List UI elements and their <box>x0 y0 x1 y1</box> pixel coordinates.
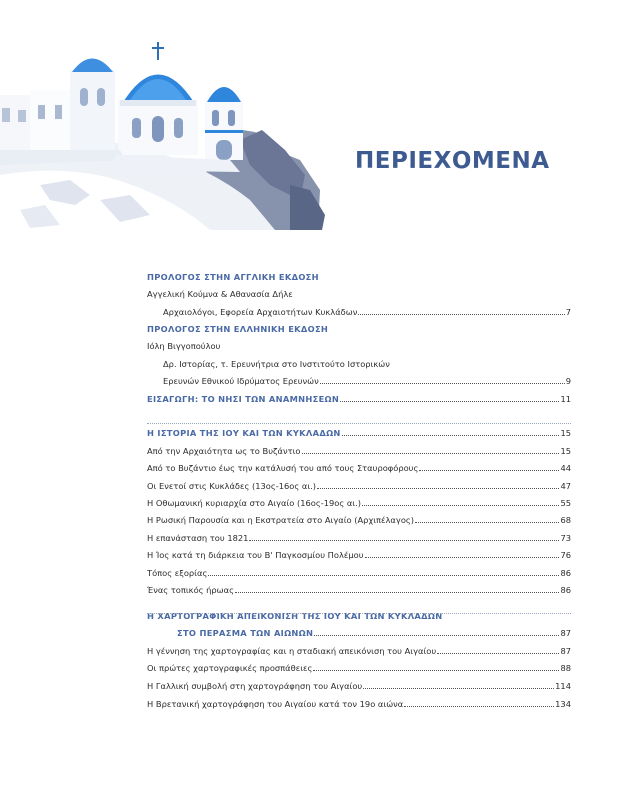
toc-entry-title: Αρχαιολόγοι, Εφορεία Αρχαιοτήτων Κυκλάδων <box>163 307 358 317</box>
toc-entry[interactable] <box>147 642 571 656</box>
toc-entry-title: Από το Βυζάντιο έως την κατάλυσή του από τους Σταυροφόρους <box>147 463 419 473</box>
toc-dot-leader <box>342 435 560 436</box>
toc-page-number: 68 <box>560 515 571 525</box>
toc-entry[interactable] <box>147 268 571 282</box>
toc-entry-title: Αγγελική Κούμνα & Αθανασία Δήλε <box>147 289 293 299</box>
toc-dot-leader <box>362 505 559 506</box>
toc-entry-title: Από την Αρχαιότητα ως το Βυζάντιο <box>147 446 301 456</box>
toc-entry-title: Τόπος εξορίας <box>147 568 208 578</box>
toc-entry[interactable] <box>147 529 571 543</box>
toc-entry[interactable] <box>147 459 571 473</box>
toc-entry-title: Ερευνών Εθνικού Ιδρύματος Ερευνών <box>163 376 319 386</box>
toc-entry[interactable] <box>147 695 571 709</box>
toc-entry[interactable] <box>147 564 571 578</box>
toc-dot-leader <box>363 688 554 689</box>
toc-entry[interactable] <box>147 442 571 456</box>
toc-page-number: 87 <box>560 628 571 638</box>
toc-dot-leader <box>249 540 559 541</box>
toc-entry-title: Η επανάσταση του 1821 <box>147 533 249 543</box>
toc-dot-leader <box>419 470 559 471</box>
toc-page-number: 55 <box>560 498 571 508</box>
toc-page-number: 9 <box>565 376 571 386</box>
toc-entry[interactable] <box>147 424 571 438</box>
toc-entry[interactable] <box>147 372 571 386</box>
toc-entry[interactable] <box>147 546 571 560</box>
toc-dot-leader <box>415 522 559 523</box>
toc-dot-leader <box>302 453 560 454</box>
santorini-illustration <box>0 0 330 230</box>
toc-entry[interactable] <box>147 477 571 491</box>
toc-entry-title: Η Βρετανική χαρτογράφηση του Αιγαίου κατά τον 19ο αιώνα <box>147 699 404 709</box>
toc-dot-leader <box>208 575 559 576</box>
toc-entry[interactable] <box>147 607 571 621</box>
toc-entry-title: ΠΡΟΛΟΓΟΣ ΣΤΗΝ ΑΓΓΛΙΚΗ ΕΚΔΟΣΗ <box>147 272 319 282</box>
toc-page-number: 73 <box>560 533 571 543</box>
toc-entry-title: Δρ. Ιστορίας, τ. Ερευνήτρια στο Ινστιτούτο Ιστορικών <box>163 359 390 369</box>
toc-page-number: 7 <box>565 307 571 317</box>
toc-dot-leader <box>340 401 559 402</box>
toc-entry-title: Η Ίος κατά τη διάρκεια του Β' Παγκοσμίου Πολέμου <box>147 550 364 560</box>
toc-dot-leader <box>358 314 564 315</box>
toc-dot-leader <box>235 592 559 593</box>
toc-page-number: 87 <box>560 646 571 656</box>
toc-entry-title: Η Οθωμανική κυριαρχία στο Αιγαίο (16ος-19ος αι.) <box>147 498 361 508</box>
toc-dot-leader <box>404 706 554 707</box>
toc-page-number: 88 <box>560 663 571 673</box>
toc-entry[interactable] <box>147 581 571 595</box>
toc-dot-leader <box>313 670 559 671</box>
toc-dot-leader <box>317 488 559 489</box>
toc-entry-title: Οι Ενετοί στις Κυκλάδες (13ος-16ος αι.) <box>147 481 317 491</box>
toc-entry-title: Η ΙΣΤΟΡΙΑ ΤΗΣ ΙΟΥ ΚΑΙ ΤΩΝ ΚΥΚΛΑΔΩΝ <box>147 428 341 438</box>
section-divider <box>147 613 571 614</box>
toc-dot-leader <box>437 653 559 654</box>
toc-entry-title: ΕΙΣΑΓΩΓΗ: ΤΟ ΝΗΣΙ ΤΩΝ ΑΝΑΜΝΗΣΕΩΝ <box>147 394 340 404</box>
toc-entry-title: Οι πρώτες χαρτογραφικές προσπάθειες <box>147 663 313 673</box>
toc-page-number: 15 <box>560 428 571 438</box>
page-title: ΠΕΡΙΕΧΟΜΕΝΑ <box>355 148 550 174</box>
toc-page-number: 11 <box>560 394 571 404</box>
toc-page-number: 134 <box>555 699 571 709</box>
toc-page-number: 44 <box>560 463 571 473</box>
toc-entry-title: Η Γαλλική συμβολή στη χαρτογράφηση του Αιγαίου <box>147 681 363 691</box>
toc-entry[interactable] <box>147 624 571 638</box>
toc-entry[interactable] <box>147 511 571 525</box>
toc-entry[interactable] <box>147 355 571 369</box>
toc-dot-leader <box>314 635 559 636</box>
toc-page-number: 47 <box>560 481 571 491</box>
toc-entry-title: Ιόλη Βιγγοπούλου <box>147 341 221 351</box>
toc-entry-title: Η ΧΑΡΤΟΓΡΑΦΙΚΗ ΑΠΕΙΚΟΝΙΣΗ ΤΗΣ ΙΟΥ ΚΑΙ ΤΩΝ ΚΥΚΛΑΔΩΝ <box>147 611 443 621</box>
toc-page-number: 86 <box>560 585 571 595</box>
toc-dot-leader <box>365 557 560 558</box>
toc-entry[interactable] <box>147 320 571 334</box>
toc-page-number: 86 <box>560 568 571 578</box>
toc-entry[interactable] <box>147 285 571 299</box>
toc-entry[interactable] <box>147 659 571 673</box>
toc-entry[interactable] <box>147 303 571 317</box>
toc-entry[interactable] <box>147 390 571 404</box>
toc-entry-title: Η γέννηση της χαρτογραφίας και η σταδιακή απεικόνιση του Αιγαίου <box>147 646 437 656</box>
toc-entry-title: ΣΤΟ ΠΕΡΑΣΜΑ ΤΩΝ ΑΙΩΝΩΝ <box>177 628 314 638</box>
toc-entry-title: ΠΡΟΛΟΓΟΣ ΣΤΗΝ ΕΛΛΗΝΙΚΗ ΕΚΔΟΣΗ <box>147 324 329 334</box>
toc-page-number: 76 <box>560 550 571 560</box>
toc-entry[interactable] <box>147 337 571 351</box>
toc-entry-title: Ένας τοπικός ήρωας <box>147 585 234 595</box>
toc-entry[interactable] <box>147 677 571 691</box>
section-divider <box>147 423 571 424</box>
toc-entry-title: Η Ρωσική Παρουσία και η Εκστρατεία στο Αιγαίο (Αρχιπέλαγος) <box>147 515 414 525</box>
toc-entry[interactable] <box>147 494 571 508</box>
toc-page-number: 15 <box>560 446 571 456</box>
toc-page-number: 114 <box>555 681 571 691</box>
toc-dot-leader <box>320 383 565 384</box>
